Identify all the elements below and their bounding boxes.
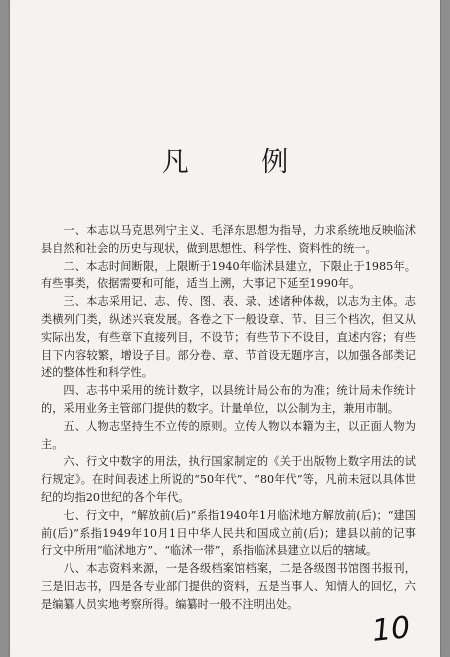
paragraph-7: 七、行文中，“解放前(后)”系指1940年1月临沭地方解放前(后)；“建国前(后)”系指1949年10月1日中华人民共和国成立前(后)；建县以前的记事行文中所用“临沭地方”、“临沭一带”，系指临沭县建立以后的辖域。 bbox=[41, 508, 416, 558]
paragraph-5: 五、人物志坚持生不立传的原则。立传人物以本籍为主，以正面人物为主。 bbox=[41, 419, 416, 451]
paragraph-1: 一、本志以马克思列宁主义、毛泽东思想为指导，力求系统地反映临沭县自然和社会的历史与现状，做到思想性、科学性、资料性的统一。 bbox=[41, 224, 416, 255]
document-page bbox=[10, 0, 440, 657]
paragraph-2: 二、本志时间断限，上限断于1940年临沭县建立，下限止于1985年。有些事类，依据需要和可能，适当上溯，大事记下延至1990年。 bbox=[41, 259, 416, 291]
paragraph-8: 八、本志资料来源，一是各级档案馆档案，二是各级图书馆图书报刊，三是旧志书，四是各专业部门提供的资料，五是当事人、知情人的回忆，六是编纂人员实地考察所得。编纂时一般不注明出处。 bbox=[41, 562, 416, 611]
paragraph-6: 六、行文中数字的用法，执行国家制定的《关于出版物上数字用法的试行规定》。在时间表述上所说的“50年代”、“80年代”等，凡前未冠以具体世纪的均指20世纪的各个年代。 bbox=[41, 455, 416, 504]
paragraph-4: 四、志书中采用的统计数字，以县统计局公布的为准；统计局未作统计的，采用业务主管部门提供的数字。计量单位，以公制为主，兼用市制。 bbox=[41, 384, 416, 415]
handwritten-page-number: 10 bbox=[370, 610, 412, 649]
paragraph-3: 三、本志采用记、志、传、图、表、录、述诸种体裁，以志为主体。志类横列门类，纵述兴衰发展。各卷之下一般设章、节、目三个档次，但又从实际出发，有些章下直接列目，不设节；有些节下不设目，直述内容；有些目下内容较繁，增设子目。部分卷、章、节首设无题序言，以加强各部类记述的整体性和科学性。 bbox=[41, 295, 416, 380]
page-title: 凡 例 bbox=[161, 147, 321, 179]
body-text bbox=[41, 222, 416, 614]
